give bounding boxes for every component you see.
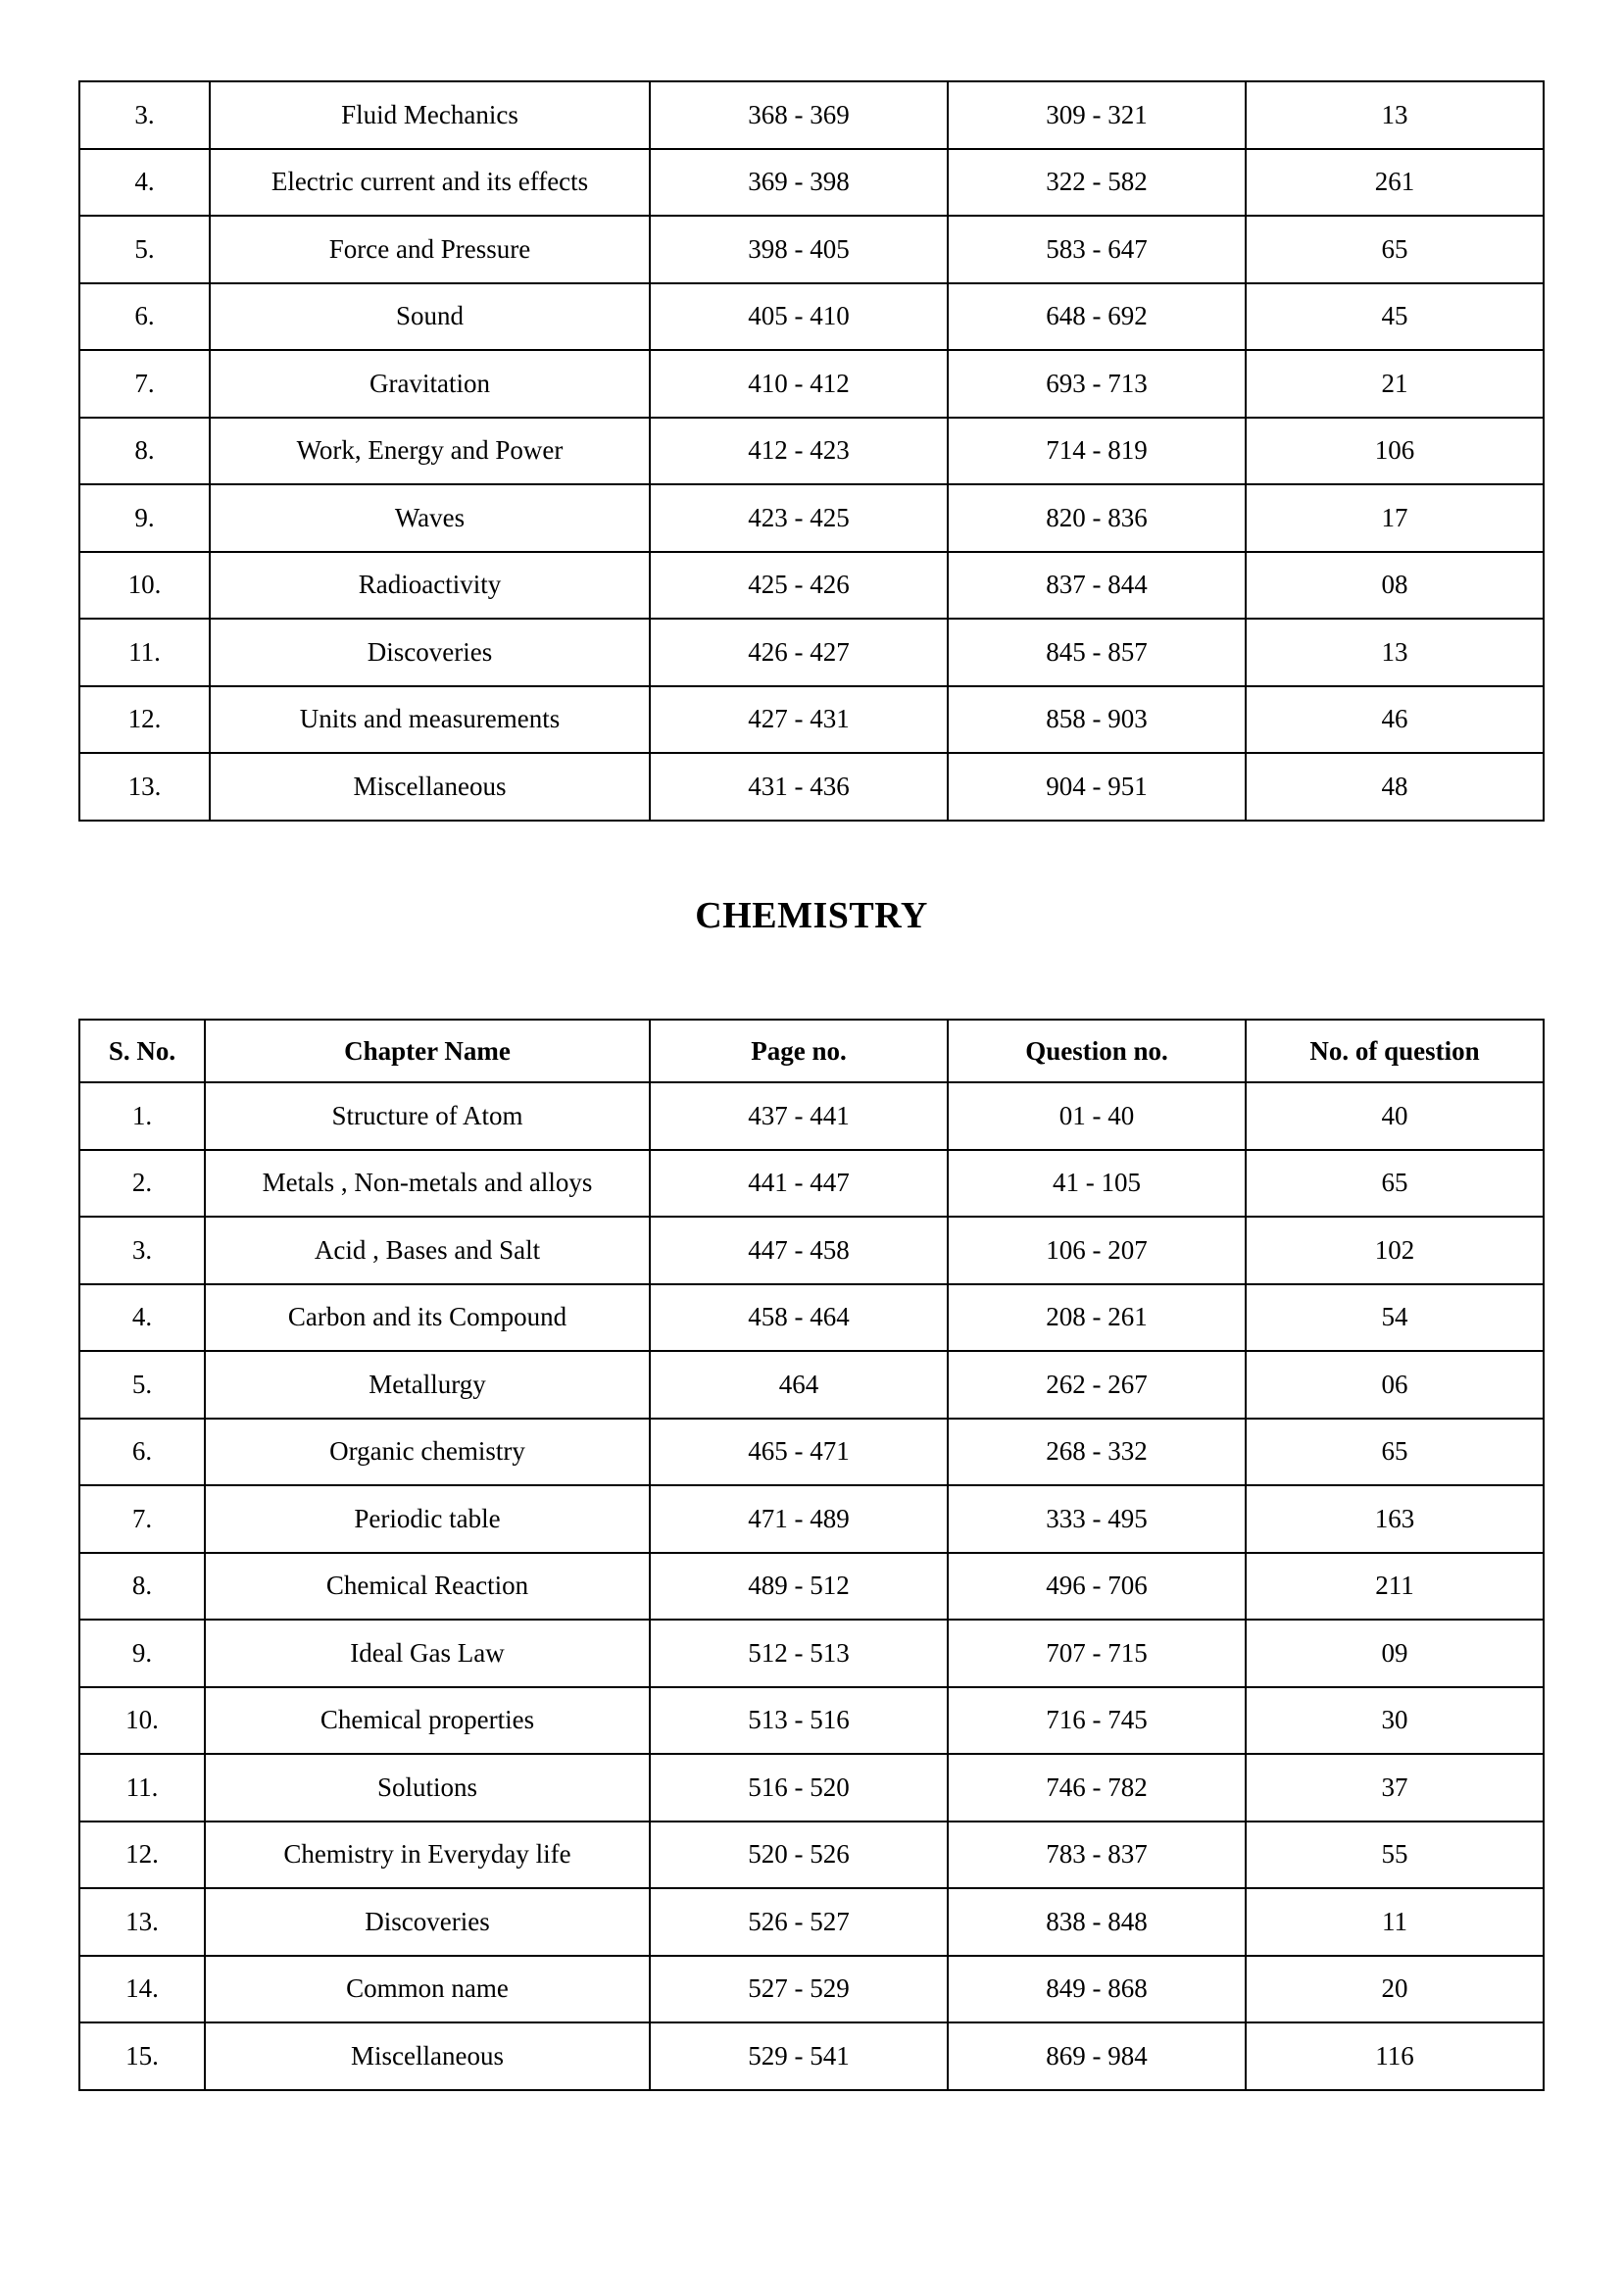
cell-page-no: 368 - 369 xyxy=(650,81,948,149)
cell-question-no: 838 - 848 xyxy=(948,1888,1246,1956)
cell-sno: 11. xyxy=(79,1754,205,1822)
cell-chapter-name: Periodic table xyxy=(205,1485,650,1553)
cell-page-no: 437 - 441 xyxy=(650,1082,948,1150)
table-row xyxy=(79,216,1544,283)
table-row xyxy=(79,1419,1544,1486)
cell-page-no: 398 - 405 xyxy=(650,216,948,283)
cell-no-of-question: 11 xyxy=(1246,1888,1544,1956)
cell-sno: 9. xyxy=(79,484,210,552)
table-row xyxy=(79,1956,1544,2023)
cell-no-of-question: 65 xyxy=(1246,1150,1544,1218)
header-question-no: Question no. xyxy=(948,1020,1246,1082)
cell-page-no: 447 - 458 xyxy=(650,1217,948,1284)
cell-page-no: 465 - 471 xyxy=(650,1419,948,1486)
cell-question-no: 716 - 745 xyxy=(948,1687,1246,1755)
cell-no-of-question: 20 xyxy=(1246,1956,1544,2023)
cell-sno: 8. xyxy=(79,1553,205,1621)
cell-sno: 2. xyxy=(79,1150,205,1218)
chemistry-section-title: CHEMISTRY xyxy=(695,895,928,936)
cell-question-no: 858 - 903 xyxy=(948,686,1246,754)
cell-sno: 14. xyxy=(79,1956,205,2023)
cell-question-no: 01 - 40 xyxy=(948,1082,1246,1150)
cell-question-no: 322 - 582 xyxy=(948,149,1246,217)
table-row xyxy=(79,484,1544,552)
cell-page-no: 512 - 513 xyxy=(650,1620,948,1687)
table-row xyxy=(79,350,1544,418)
cell-chapter-name: Gravitation xyxy=(210,350,650,418)
cell-question-no: 746 - 782 xyxy=(948,1754,1246,1822)
cell-sno: 9. xyxy=(79,1620,205,1687)
cell-no-of-question: 65 xyxy=(1246,1419,1544,1486)
table-row xyxy=(79,149,1544,217)
cell-sno: 11. xyxy=(79,619,210,686)
cell-chapter-name: Miscellaneous xyxy=(205,2022,650,2090)
table-row xyxy=(79,1284,1544,1352)
cell-chapter-name: Acid , Bases and Salt xyxy=(205,1217,650,1284)
physics-table-body xyxy=(79,81,1544,821)
cell-page-no: 471 - 489 xyxy=(650,1485,948,1553)
table-row xyxy=(79,1822,1544,1889)
cell-question-no: 333 - 495 xyxy=(948,1485,1246,1553)
cell-question-no: 904 - 951 xyxy=(948,753,1246,821)
cell-page-no: 405 - 410 xyxy=(650,283,948,351)
cell-no-of-question: 46 xyxy=(1246,686,1544,754)
cell-question-no: 820 - 836 xyxy=(948,484,1246,552)
cell-sno: 7. xyxy=(79,350,210,418)
cell-page-no: 441 - 447 xyxy=(650,1150,948,1218)
header-page-no: Page no. xyxy=(650,1020,948,1082)
cell-chapter-name: Miscellaneous xyxy=(210,753,650,821)
cell-page-no: 464 xyxy=(650,1351,948,1419)
cell-no-of-question: 102 xyxy=(1246,1217,1544,1284)
cell-no-of-question: 106 xyxy=(1246,418,1544,485)
cell-chapter-name: Sound xyxy=(210,283,650,351)
cell-no-of-question: 48 xyxy=(1246,753,1544,821)
cell-chapter-name: Structure of Atom xyxy=(205,1082,650,1150)
cell-chapter-name: Organic chemistry xyxy=(205,1419,650,1486)
cell-question-no: 208 - 261 xyxy=(948,1284,1246,1352)
cell-chapter-name: Work, Energy and Power xyxy=(210,418,650,485)
cell-page-no: 425 - 426 xyxy=(650,552,948,620)
cell-no-of-question: 13 xyxy=(1246,619,1544,686)
cell-question-no: 693 - 713 xyxy=(948,350,1246,418)
cell-sno: 7. xyxy=(79,1485,205,1553)
cell-chapter-name: Metals , Non-metals and alloys xyxy=(205,1150,650,1218)
cell-page-no: 431 - 436 xyxy=(650,753,948,821)
cell-no-of-question: 06 xyxy=(1246,1351,1544,1419)
cell-chapter-name: Carbon and its Compound xyxy=(205,1284,650,1352)
cell-sno: 4. xyxy=(79,149,210,217)
cell-no-of-question: 261 xyxy=(1246,149,1544,217)
cell-no-of-question: 09 xyxy=(1246,1620,1544,1687)
cell-page-no: 410 - 412 xyxy=(650,350,948,418)
cell-question-no: 714 - 819 xyxy=(948,418,1246,485)
cell-sno: 4. xyxy=(79,1284,205,1352)
cell-chapter-name: Chemical Reaction xyxy=(205,1553,650,1621)
cell-sno: 6. xyxy=(79,1419,205,1486)
cell-chapter-name: Common name xyxy=(205,1956,650,2023)
cell-page-no: 527 - 529 xyxy=(650,1956,948,2023)
header-sno: S. No. xyxy=(79,1020,205,1082)
table-row xyxy=(79,1485,1544,1553)
cell-question-no: 783 - 837 xyxy=(948,1822,1246,1889)
cell-page-no: 412 - 423 xyxy=(650,418,948,485)
cell-sno: 5. xyxy=(79,216,210,283)
cell-chapter-name: Chemical properties xyxy=(205,1687,650,1755)
cell-no-of-question: 37 xyxy=(1246,1754,1544,1822)
cell-chapter-name: Units and measurements xyxy=(210,686,650,754)
cell-no-of-question: 45 xyxy=(1246,283,1544,351)
header-chapter-name: Chapter Name xyxy=(205,1020,650,1082)
table-row xyxy=(79,81,1544,149)
cell-no-of-question: 17 xyxy=(1246,484,1544,552)
cell-question-no: 583 - 647 xyxy=(948,216,1246,283)
cell-no-of-question: 13 xyxy=(1246,81,1544,149)
cell-chapter-name: Discoveries xyxy=(210,619,650,686)
cell-page-no: 520 - 526 xyxy=(650,1822,948,1889)
cell-no-of-question: 163 xyxy=(1246,1485,1544,1553)
table-row xyxy=(79,1620,1544,1687)
table-row xyxy=(79,1687,1544,1755)
cell-sno: 15. xyxy=(79,2022,205,2090)
cell-sno: 8. xyxy=(79,418,210,485)
cell-no-of-question: 211 xyxy=(1246,1553,1544,1621)
cell-question-no: 309 - 321 xyxy=(948,81,1246,149)
table-row xyxy=(79,1351,1544,1419)
cell-question-no: 262 - 267 xyxy=(948,1351,1246,1419)
cell-sno: 13. xyxy=(79,1888,205,1956)
cell-page-no: 529 - 541 xyxy=(650,2022,948,2090)
cell-chapter-name: Metallurgy xyxy=(205,1351,650,1419)
cell-chapter-name: Discoveries xyxy=(205,1888,650,1956)
cell-no-of-question: 55 xyxy=(1246,1822,1544,1889)
cell-sno: 10. xyxy=(79,552,210,620)
table-row xyxy=(79,1082,1544,1150)
cell-chapter-name: Chemistry in Everyday life xyxy=(205,1822,650,1889)
table-row xyxy=(79,283,1544,351)
chemistry-table-header-row xyxy=(79,1020,1544,1082)
cell-sno: 10. xyxy=(79,1687,205,1755)
table-row xyxy=(79,1754,1544,1822)
chemistry-table-body xyxy=(79,1082,1544,2090)
cell-page-no: 489 - 512 xyxy=(650,1553,948,1621)
table-row xyxy=(79,619,1544,686)
cell-sno: 13. xyxy=(79,753,210,821)
cell-question-no: 268 - 332 xyxy=(948,1419,1246,1486)
cell-question-no: 41 - 105 xyxy=(948,1150,1246,1218)
header-no-of-question: No. of question xyxy=(1246,1020,1544,1082)
cell-question-no: 849 - 868 xyxy=(948,1956,1246,2023)
cell-sno: 6. xyxy=(79,283,210,351)
cell-question-no: 845 - 857 xyxy=(948,619,1246,686)
cell-chapter-name: Electric current and its effects xyxy=(210,149,650,217)
cell-page-no: 369 - 398 xyxy=(650,149,948,217)
cell-sno: 5. xyxy=(79,1351,205,1419)
cell-page-no: 423 - 425 xyxy=(650,484,948,552)
cell-no-of-question: 116 xyxy=(1246,2022,1544,2090)
cell-question-no: 106 - 207 xyxy=(948,1217,1246,1284)
table-row xyxy=(79,686,1544,754)
cell-chapter-name: Radioactivity xyxy=(210,552,650,620)
table-row xyxy=(79,1217,1544,1284)
cell-no-of-question: 54 xyxy=(1246,1284,1544,1352)
cell-question-no: 648 - 692 xyxy=(948,283,1246,351)
cell-chapter-name: Fluid Mechanics xyxy=(210,81,650,149)
cell-no-of-question: 21 xyxy=(1246,350,1544,418)
cell-page-no: 526 - 527 xyxy=(650,1888,948,1956)
cell-page-no: 427 - 431 xyxy=(650,686,948,754)
cell-no-of-question: 40 xyxy=(1246,1082,1544,1150)
cell-chapter-name: Ideal Gas Law xyxy=(205,1620,650,1687)
cell-sno: 12. xyxy=(79,686,210,754)
cell-question-no: 496 - 706 xyxy=(948,1553,1246,1621)
cell-sno: 3. xyxy=(79,81,210,149)
cell-sno: 1. xyxy=(79,1082,205,1150)
cell-question-no: 707 - 715 xyxy=(948,1620,1246,1687)
chemistry-chapter-table xyxy=(78,1019,1545,2091)
cell-page-no: 513 - 516 xyxy=(650,1687,948,1755)
cell-page-no: 426 - 427 xyxy=(650,619,948,686)
cell-question-no: 869 - 984 xyxy=(948,2022,1246,2090)
table-row xyxy=(79,418,1544,485)
cell-chapter-name: Waves xyxy=(210,484,650,552)
table-row xyxy=(79,1553,1544,1621)
table-row xyxy=(79,1888,1544,1956)
cell-question-no: 837 - 844 xyxy=(948,552,1246,620)
cell-sno: 3. xyxy=(79,1217,205,1284)
cell-no-of-question: 08 xyxy=(1246,552,1544,620)
table-row xyxy=(79,2022,1544,2090)
cell-no-of-question: 65 xyxy=(1246,216,1544,283)
cell-page-no: 458 - 464 xyxy=(650,1284,948,1352)
cell-chapter-name: Force and Pressure xyxy=(210,216,650,283)
table-row xyxy=(79,1150,1544,1218)
cell-no-of-question: 30 xyxy=(1246,1687,1544,1755)
cell-chapter-name: Solutions xyxy=(205,1754,650,1822)
cell-page-no: 516 - 520 xyxy=(650,1754,948,1822)
table-row xyxy=(79,552,1544,620)
table-row xyxy=(79,753,1544,821)
cell-sno: 12. xyxy=(79,1822,205,1889)
physics-chapter-table xyxy=(78,80,1545,822)
